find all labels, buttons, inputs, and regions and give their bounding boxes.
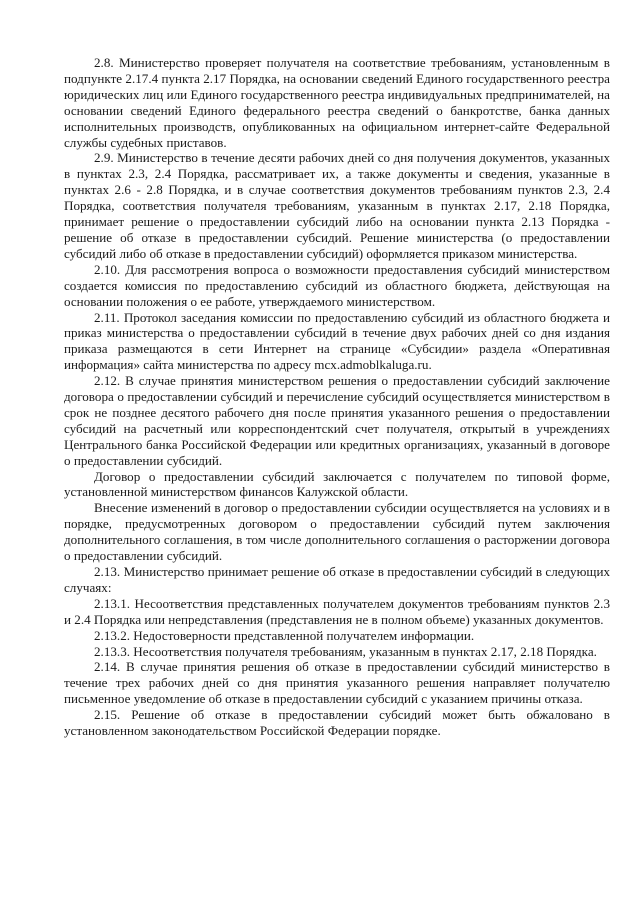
paragraph-2-13-3: 2.13.3. Несоответствия получателя требованиям, указанным в пунктах 2.17, 2.18 Порядка.	[94, 643, 597, 659]
paragraph-2-14: 2.14. В случае принятия решения об отказе в предоставлении субсидий министерство в течение трех рабочих дней со дня принятия указанного решения направляет получателю письменное уведомление об отказе в предоставлении субсидий с указанием причины отказа.	[64, 659, 610, 707]
paragraph-2-13-1: 2.13.1. Несоответствия представленных получателем документов требованиям пунктов 2.3 и 2.4 Порядка или непредставления (представления не в полном объеме) указанных документов.	[64, 595, 610, 627]
paragraph-2-12-amendments: Внесение изменений в договор о предоставлении субсидии осуществляется на условиях и в порядке, предусмотренных договором о предоставлении субсидий путем заключения дополнительного соглашения, в том числе дополнительного соглашения о расторжении договора о предоставлении субсидий.	[64, 500, 610, 564]
paragraph-2-11: 2.11. Протокол заседания комиссии по предоставлению субсидий из областного бюджета и приказ министерства о предоставлении субсидий в течение двух рабочих дней со дня издания приказа размещаются в сети Интернет на странице «Субсидии» раздела «Оперативная информация» сайта министерства по адресу mcx.admoblkaluga.ru.	[64, 309, 610, 373]
paragraph-2-12: 2.12. В случае принятия министерством решения о предоставлении субсидий заключение договора о предоставлении субсидий и перечисление субсидий осуществляется министерством в срок не позднее десятого рабочего дня после принятия указанного решения о предоставлении субсидий на расчетный или корреспондентский счет получателя, открытый в учреждениях Центрального банка Российской Федерации или кредитных организациях, указанный в договоре о предоставлении субсидий.	[64, 373, 610, 468]
paragraph-2-10: 2.10. Для рассмотрения вопроса о возможности предоставления субсидий министерством создается комиссия по предоставлению субсидий из областного бюджета, действующая на основании положения о ее работе, утверждаемого министерством.	[64, 261, 610, 309]
paragraph-2-9: 2.9. Министерство в течение десяти рабочих дней со дня получения документов, указанных в пунктах 2.3, 2.4 Порядка, рассматривает их, а также документы и сведения, указанные в пунктах 2.6 - 2.8 Порядка, и в случае соответствия документов требованиям пунктов 2.3, 2.4 Порядка, соответствия получателя требованиям, указанным в пунктах 2.17, 2.18 Порядка, принимает решение о предоставлении субсидий либо на основании пункта 2.13 Порядка - решение об отказе в предоставлении субсидий. Решение министерства (о предоставлении субсидий либо об отказе в предоставлении субсидий) оформляется приказом министерства.	[64, 150, 610, 261]
paragraph-2-13: 2.13. Министерство принимает решение об отказе в предоставлении субсидий в следующих случаях:	[64, 564, 610, 595]
paragraph-2-15: 2.15. Решение об отказе в предоставлении субсидий может быть обжаловано в установленном законодательством Российской Федерации порядке.	[64, 707, 610, 739]
paragraph-2-8: 2.8. Министерство проверяет получателя на соответствие требованиям, установленным в подпункте 2.17.4 пункта 2.17 Порядка, на основании сведений Единого государственного реестра юридических лиц или Единого государственного реестра индивидуальных предпринимателей, на основании сведений Единого федерального реестра сведений о банкротстве, банка данных исполнительных производств, опубликованных на официальном интернет-сайте Федеральной службы судебных приставов.	[64, 55, 610, 150]
paragraph-2-13-2: 2.13.2. Недостоверности представленной получателем информации.	[94, 627, 475, 643]
paragraph-2-12-contract: Договор о предоставлении субсидий заключается с получателем по типовой форме, установленной министерством финансов Калужской области.	[64, 468, 610, 500]
